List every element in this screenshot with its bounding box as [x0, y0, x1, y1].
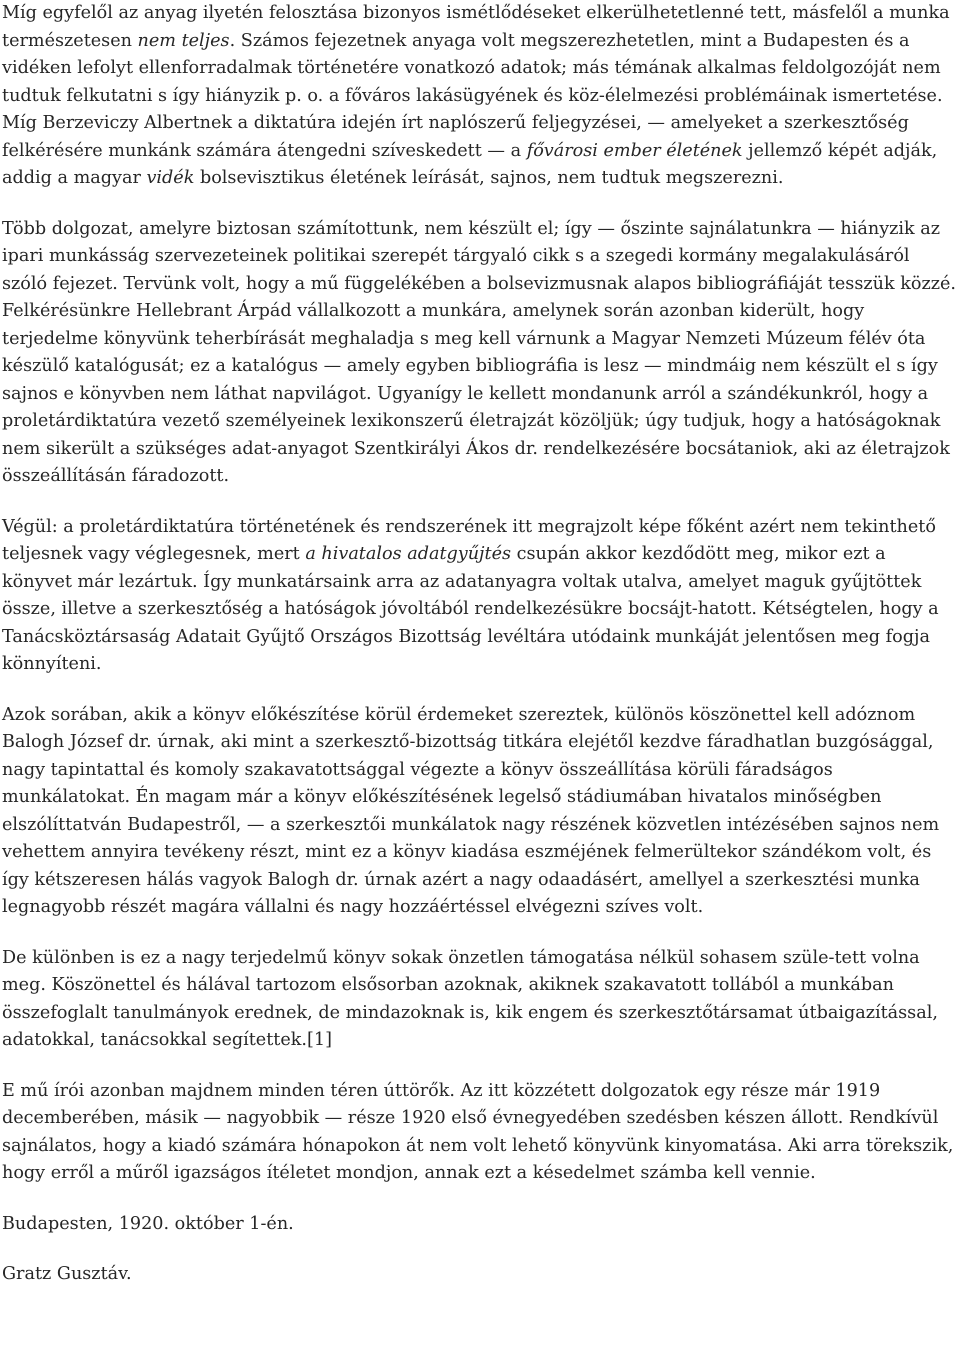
- emphasized-text: nem teljes: [137, 30, 230, 51]
- paragraph: [2, 0, 958, 193]
- emphasized-text: vidék: [146, 168, 195, 188]
- paragraph: [2, 1078, 958, 1188]
- text-run: Több dolgozat, amelyre biztosan számítottunk, nem készült el; így — őszinte sajnálatunkra — hiányzik az ipari munkásság szervezeteinek politikai szerepét tárgyaló cikk s a szegedi kormány megalakulásáról szóló fejezet. Tervünk volt, hogy a mű függelékében a bolsevizmusnak alapos bibliográfiáját tesszük közzé. Felkérésünkre Hellebrant Árpád vállalkozott a munkára, amelynek során azonban kiderült, hogy terjedelme könyvünk teherbírását meghaladja s meg kell várnunk a Magyar Nemzeti Múzeum félév óta készülő katalógusát; ez a katalógus — amely egyben bibliográfia is lesz — mindmáig nem készült el s így sajnos e könyvben nem láthat napvilágot. Ugyanígy le kellett mondanunk arról a szándékunkról, hogy a proletárdiktatúra vezető személyeinek lexikonszerű életrajzát közöljük; úgy tudjuk, hogy a hatóságoknak nem sikerült a szükséges adat-anyagot Szentkirályi Ákos dr. rendelkezésére bocsátaniok, aki az életrajzok összeállításán fáradozott.: [2, 218, 957, 486]
- body-text: [2, 0, 958, 1188]
- emphasized-text: a hivatalos adatgyűjtés: [305, 544, 512, 564]
- text-run: bolsevisztikus életének leírását, sajnos, nem tudtuk megszerezni.: [194, 168, 784, 188]
- paragraph: [2, 514, 958, 679]
- signature: Gratz Gusztáv.: [2, 1264, 132, 1284]
- text-run: csupán akkor kezdődött meg, mikor ezt a könyvet már lezártuk. Így munkatársaink arra az adatanyagra voltak utalva, amelyet maguk gyűjtöttek össze, illetve a szerkesztőség a hatóságok jóvoltából rendelkezésükre bocsájt-hatott. Kétségtelen, hogy a Tanácsköztársaság Adatait Gyűjtő Országos Bizottság levéltára utódaink munkáját jelentősen meg fogja könnyíteni.: [2, 544, 939, 674]
- emphasized-text: fővárosi ember életének: [526, 140, 743, 161]
- text-run: Azok sorában, akik a könyv előkészítése körül érdemeket szereztek, különös köszönettel kell adóznom Balogh József dr. úrnak, aki mint a szerkesztő-bizottság titkára elejétől kezdve fáradhatlan buzgósággal, nagy tapintattal és komoly szakavatottsággal végezte a könyv összeállítása körüli fáradságos munkálatokat. Én magam már a könyv előkészítésének legelső stádiumában hivatalos minőségben elszólíttatván Budapestről, — a szerkesztői munkálatok nagy részének közvetlen intézésében sajnos nem vehettem annyira tevékeny részt, mint ez a könyv kiadása eszméjének felmerültekor szándékom volt, és így kétszeresen hálás vagyok Balogh dr. úrnak azért a nagy odaadásért, amellyel a szerkesztési munka legnagyobb részét magára vállalni és nagy hozzáértéssel elvégezni szíves volt.: [2, 704, 940, 917]
- text-run: Végül: a proletárdiktatúra történetének és rendszerének itt megrajzolt képe főként azért nem tekinthető teljesnek vagy véglegesnek, mert: [2, 516, 936, 564]
- text-run: . Számos fejezetnek anyaga volt megszerezhetetlen, mint a Budapesten és a vidéken lefolyt ellenforradalmak történetére vonatkozó adatok; más témának alkalmas feldolgozóját nem tudtuk felkutatni s így hiányzik p. o. a főváros lakásügyének és köz-élelmezési problémáinak ismertetése. Míg Berzeviczy Albertnek a diktatúra idején írt naplószerű feljegyzései, — amelyeket a szerkesztőség felkérésére munkánk számára átengedni szíveskedett — a: [2, 30, 943, 161]
- text-run: De különben is ez a nagy terjedelmű könyv sokak önzetlen támogatása nélkül sohasem szüle-tett volna meg. Köszönettel és hálával tartozom elsősorban azoknak, akiknek szakavatott tollából a munkában összefoglalt tanulmányok erednek, de mindazoknak is, kik engem és szerkesztőtársamat útbaigazítással, adatokkal, tanácsokkal segítettek.[1]: [2, 947, 938, 1050]
- text-run: jellemző képét adják, addig a magyar: [2, 140, 938, 188]
- place-date: Budapesten, 1920. október 1-én.: [2, 1213, 294, 1234]
- paragraph: [2, 702, 958, 922]
- paragraph: [2, 945, 958, 1055]
- document-page: [2, 0, 958, 1289]
- text-run: Míg egyfelől az anyag ilyetén felosztása bizonyos ismétlődéseket elkerülhetetlenné tett, másfelől a munka természetesen: [2, 3, 950, 51]
- text-run: E mű írói azonban majdnem minden téren úttörők. Az itt közzétett dolgozatok egy része már 1919 decemberében, másik — nagyobbik — része 1920 első évnegyedében szedésben készen állott. Rendkívül sajnálatos, hogy a kiadó számára hónapokon át nem volt lehető könyvünk kinyomatása. Aki arra törekszik, hogy erről a műről igazságos ítéletet mondjon, annak ezt a késedelmet számba kell vennie.: [2, 1080, 954, 1183]
- paragraph: [2, 216, 958, 491]
